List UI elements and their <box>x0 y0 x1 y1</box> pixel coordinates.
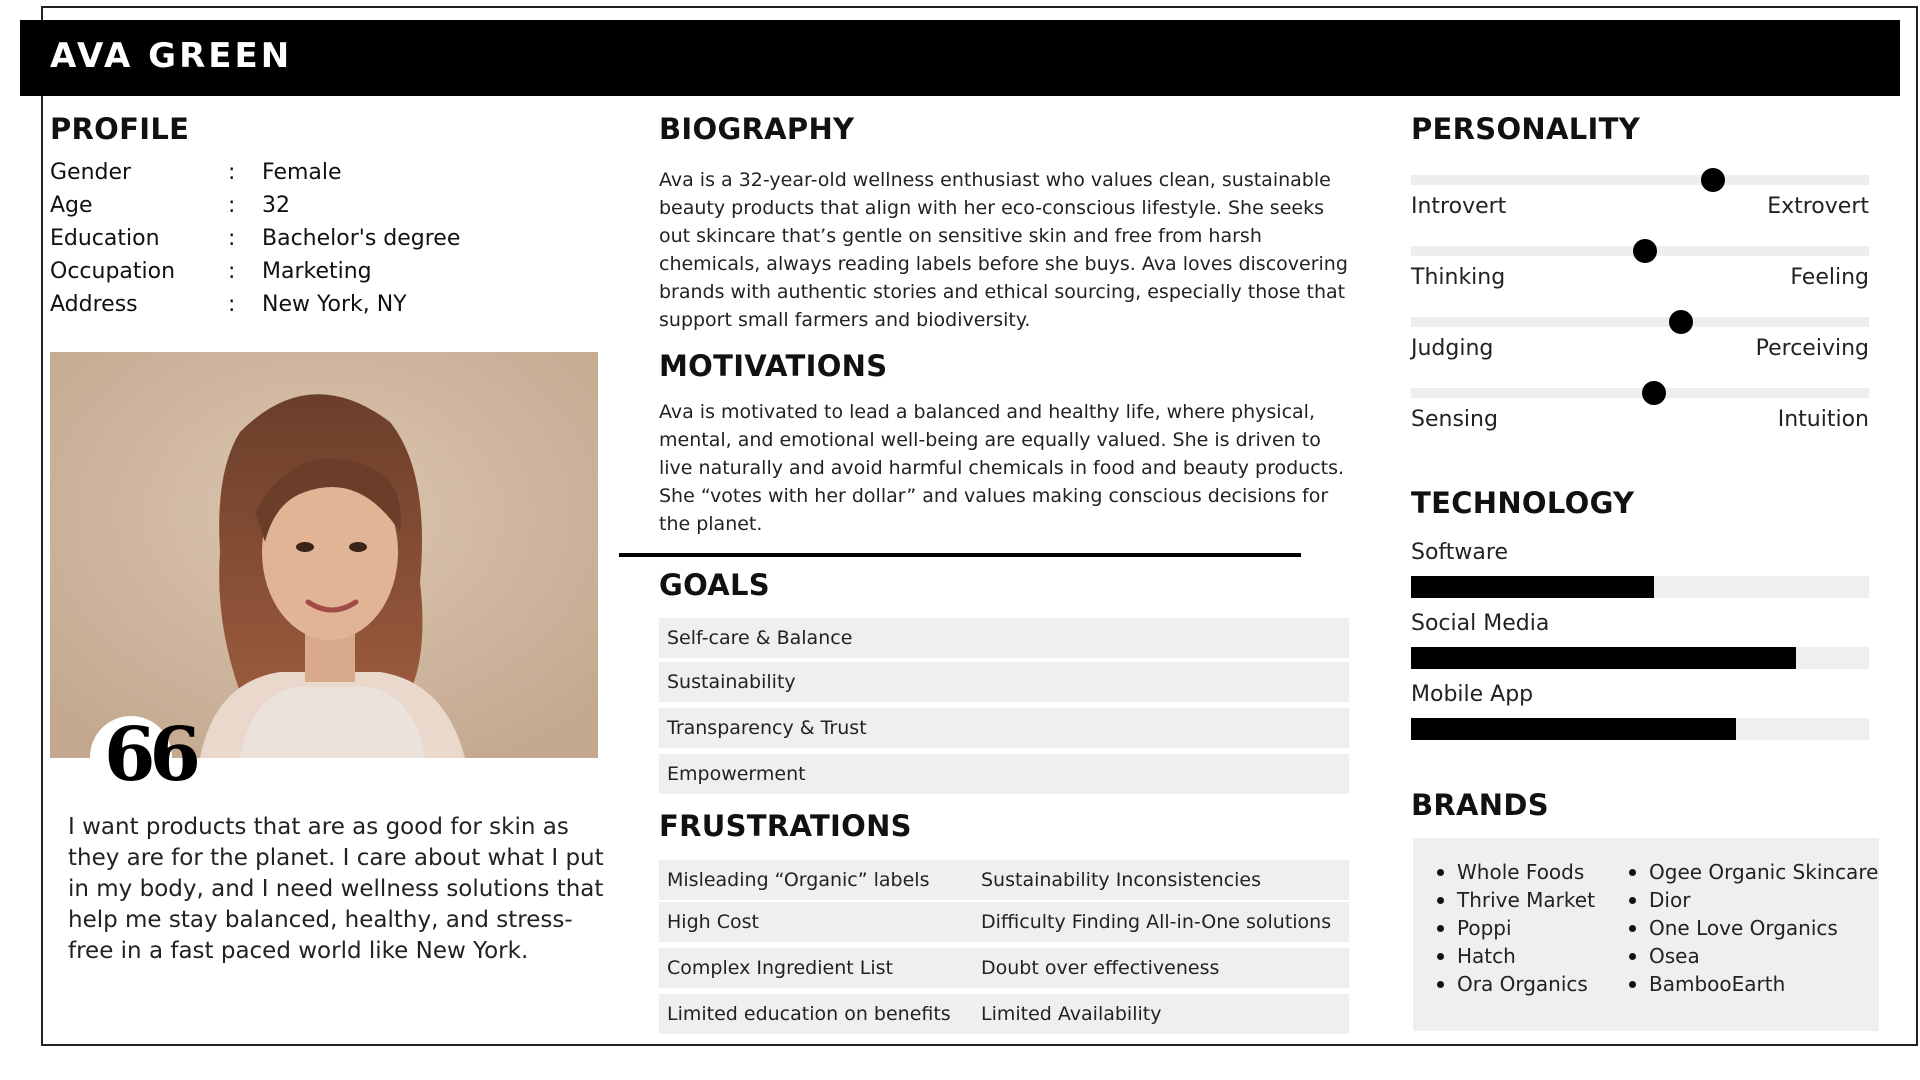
profile-row-address <box>50 292 610 325</box>
frustration-item: High Cost <box>667 911 759 933</box>
profile-colon: : <box>228 226 236 251</box>
profile-value: New York, NY <box>262 292 407 317</box>
goal-item: Empowerment <box>659 754 1349 794</box>
frustration-item: Misleading “Organic” labels <box>667 869 930 891</box>
motivations-text: Ava is motivated to lead a balanced and healthy life, where physical, mental, and emotional well-being are equally valued. She is driven to live naturally and avoid harmful chemicals in food and beauty products. She “votes with her dollar” and values making conscious decisions for the planet. <box>659 401 1345 535</box>
frustration-row <box>659 994 1349 1034</box>
frustration-row <box>659 948 1349 988</box>
goals-title: GOALS <box>659 568 770 602</box>
frustration-item: Complex Ingredient List <box>667 957 893 979</box>
header-bar <box>20 20 1900 96</box>
frustration-item: Doubt over effectiveness <box>981 957 1220 979</box>
brand-item: One Love Organics <box>1627 914 1878 942</box>
personality-left-label: Judging <box>1411 336 1494 361</box>
persona-photo <box>50 352 598 758</box>
personality-slider-dot <box>1642 381 1666 405</box>
technology-bar-track <box>1411 647 1869 669</box>
brands-column <box>1627 858 1878 998</box>
biography-text: Ava is a 32-year-old wellness enthusiast who values clean, sustainable beauty products that align with her eco-conscious lifestyle. She seeks out skincare that’s gentle on sensitive skin and free from harsh chemicals, always reading labels before she buys. Ava loves discovering brands with authentic stories and ethical sourcing, especially those that support small farmers and biodiversity. <box>659 169 1348 331</box>
profile-row-occupation <box>50 259 610 292</box>
brand-item: Ora Organics <box>1435 970 1595 998</box>
quote-icon: 66 <box>90 716 172 798</box>
technology-bar-track <box>1411 718 1869 740</box>
profile-label: Age <box>50 193 93 218</box>
personality-title: PERSONALITY <box>1411 112 1640 146</box>
frustration-item: Limited education on benefits <box>667 1003 951 1025</box>
profile-label: Gender <box>50 160 132 185</box>
personality-right-label: Perceiving <box>1755 336 1869 361</box>
frustrations-title: FRUSTRATIONS <box>659 809 912 843</box>
personality-slider-track <box>1411 317 1869 327</box>
profile-colon: : <box>228 193 236 218</box>
technology-bar-fill <box>1411 647 1796 669</box>
frustration-item: Difficulty Finding All-in-One solutions <box>981 911 1332 933</box>
profile-value: Marketing <box>262 259 372 284</box>
technology-title: TECHNOLOGY <box>1411 486 1635 520</box>
personality-right-label: Feeling <box>1790 265 1869 290</box>
profile-label: Address <box>50 292 138 317</box>
profile-label: Occupation <box>50 259 176 284</box>
technology-bar-fill <box>1411 718 1736 740</box>
profile-value: Female <box>262 160 342 185</box>
profile-colon: : <box>228 292 236 317</box>
personality-left-label: Introvert <box>1411 194 1507 219</box>
technology-bar-fill <box>1411 576 1654 598</box>
profile-row-education <box>50 226 610 259</box>
profile-value: Bachelor's degree <box>262 226 461 251</box>
frustration-row <box>659 902 1349 942</box>
brands-box <box>1413 838 1879 1031</box>
personality-left-label: Thinking <box>1411 265 1506 290</box>
technology-label: Social Media <box>1411 611 1550 636</box>
personality-left-label: Sensing <box>1411 407 1498 432</box>
profile-label: Education <box>50 226 160 251</box>
brand-item: BambooEarth <box>1627 970 1878 998</box>
brand-item: Whole Foods <box>1435 858 1595 886</box>
persona-name: AVA GREEN <box>50 36 293 76</box>
personality-slider-dot <box>1633 239 1657 263</box>
technology-label: Mobile App <box>1411 682 1534 707</box>
profile-row-gender <box>50 160 610 193</box>
goal-item: Sustainability <box>659 662 1349 702</box>
profile-colon: : <box>228 160 236 185</box>
brands-column <box>1435 858 1595 998</box>
personality-slider-track <box>1411 175 1869 185</box>
profile-value: 32 <box>262 193 290 218</box>
profile-title: PROFILE <box>50 112 190 146</box>
frustration-item: Sustainability Inconsistencies <box>981 869 1262 891</box>
persona-quote: I want products that are as good for skin as they are for the planet. I care about what I put in my body, and I need wellness solutions that help me stay balanced, healthy, and stress-free in a fast paced world like New York. <box>68 814 604 964</box>
biography-title: BIOGRAPHY <box>659 112 855 146</box>
profile-row-age <box>50 193 610 226</box>
personality-slider-track <box>1411 388 1869 398</box>
brand-item: Osea <box>1627 942 1878 970</box>
motivations-title: MOTIVATIONS <box>659 349 888 383</box>
goal-item: Self-care & Balance <box>659 618 1349 658</box>
brand-item: Ogee Organic Skincare <box>1627 858 1878 886</box>
personality-right-label: Extrovert <box>1767 194 1869 219</box>
goal-item: Transparency & Trust <box>659 708 1349 748</box>
personality-right-label: Intuition <box>1777 407 1869 432</box>
profile-colon: : <box>228 259 236 284</box>
brand-item: Thrive Market <box>1435 886 1595 914</box>
technology-bar-track <box>1411 576 1869 598</box>
brand-item: Hatch <box>1435 942 1595 970</box>
brand-item: Poppi <box>1435 914 1595 942</box>
personality-slider-track <box>1411 246 1869 256</box>
brands-title: BRANDS <box>1411 788 1549 822</box>
technology-label: Software <box>1411 540 1508 565</box>
profile-details <box>50 160 610 325</box>
brand-item: Dior <box>1627 886 1878 914</box>
frustration-item: Limited Availability <box>981 1003 1162 1025</box>
section-divider <box>619 553 1301 557</box>
frustration-row <box>659 860 1349 900</box>
